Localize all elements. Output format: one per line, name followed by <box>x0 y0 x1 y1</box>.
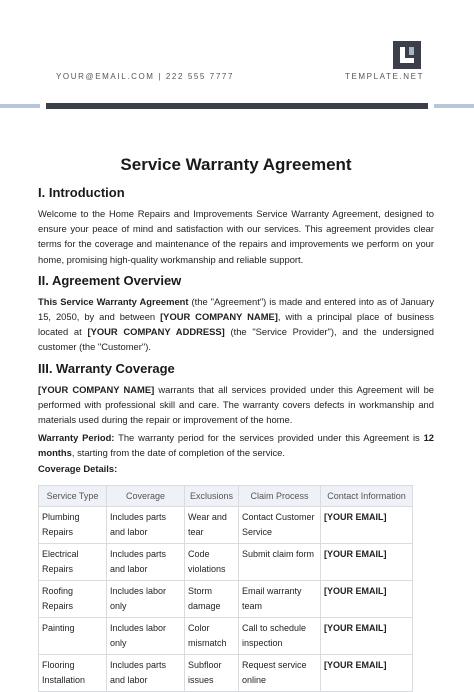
contact-info: YOUR@EMAIL.COM | 222 555 7777 <box>56 72 234 81</box>
header-rule <box>46 103 428 109</box>
table-cell: Wear and tear <box>185 506 239 543</box>
coverage-paragraph: [YOUR COMPANY NAME] warrants that all services provided under this Agreement will be performed with professional skill and care. The warranty covers defects in workmanship and materials used during the repair or improvement of the home. <box>38 383 434 426</box>
warranty-period-paragraph: Warranty Period: The warranty period for the services provided under this Agreement is 12 months, starting from the date of completion of the service. <box>38 432 435 459</box>
table-cell: Roofing Repairs <box>39 580 107 617</box>
section-heading-coverage: III. Warranty Coverage <box>38 360 175 376</box>
document-body <box>38 155 434 692</box>
table-cell: [YOUR EMAIL] <box>321 654 413 691</box>
table-cell: Email warranty team <box>239 580 321 617</box>
table-cell: Includes labor only <box>107 580 185 617</box>
introduction-paragraph: Welcome to the Home Repairs and Improvements Service Warranty Agreement, designed to ensure your peace of mind and satisfaction with our services. This agreement provides clear terms for the coverage and maintenance of the repairs and improvements we perform on your home, promising high-quality workmanship and reliable support. <box>38 208 434 265</box>
table-cell: [YOUR EMAIL] <box>321 506 413 543</box>
table-cell: Color mismatch <box>185 617 239 654</box>
table-cell: Code violations <box>185 543 239 580</box>
document-title: Service Warranty Agreement <box>120 155 352 174</box>
table-row <box>39 506 413 543</box>
website-label: TEMPLATE.NET <box>345 72 425 81</box>
column-header: Service Type <box>39 485 107 506</box>
header-rule-right <box>434 104 474 108</box>
table-cell: [YOUR EMAIL] <box>321 543 413 580</box>
section-heading-introduction: I. Introduction <box>38 185 125 200</box>
table-cell: Includes labor only <box>107 617 185 654</box>
table-cell: Includes parts and labor <box>107 506 185 543</box>
table-cell: Contact Customer Service <box>239 506 321 543</box>
table-cell: Call to schedule inspection <box>239 617 321 654</box>
document-header <box>0 0 474 112</box>
table-row <box>39 543 413 580</box>
table-cell: Electrical Repairs <box>39 543 107 580</box>
table-cell: [YOUR EMAIL] <box>321 580 413 617</box>
coverage-table <box>38 485 413 692</box>
table-cell: Includes parts and labor <box>107 654 185 691</box>
table-row <box>39 654 413 691</box>
overview-paragraph: This Service Warranty Agreement (the "Agreement") is made and entered into as of January 15, 2050, by and between [YOUR COMPANY NAME], with a principal place of business located at [YOUR COMPANY ADDRESS] (the "Service Provider"), and the undersigned customer (the "Customer"). <box>38 295 435 353</box>
table-cell: Subfloor issues <box>185 654 239 691</box>
column-header: Contact Information <box>321 485 413 506</box>
table-cell: Includes parts and labor <box>107 543 185 580</box>
table-header-row <box>39 485 413 506</box>
table-cell: Storm damage <box>185 580 239 617</box>
section-heading-overview: II. Agreement Overview <box>38 272 182 288</box>
table-cell: Submit claim form <box>239 543 321 580</box>
column-header: Exclusions <box>185 485 239 506</box>
column-header: Coverage <box>107 485 185 506</box>
coverage-details-label: Coverage Details: <box>38 462 118 474</box>
table-row <box>39 617 413 654</box>
table-cell: Plumbing Repairs <box>39 506 107 543</box>
table-cell: Flooring Installation <box>39 654 107 691</box>
table-cell: Request service online <box>239 654 321 691</box>
table-cell: [YOUR EMAIL] <box>321 617 413 654</box>
table-row <box>39 580 413 617</box>
header-rule-left <box>0 104 40 108</box>
column-header: Claim Process <box>239 485 321 506</box>
table-cell: Painting <box>39 617 107 654</box>
company-logo <box>393 41 421 69</box>
